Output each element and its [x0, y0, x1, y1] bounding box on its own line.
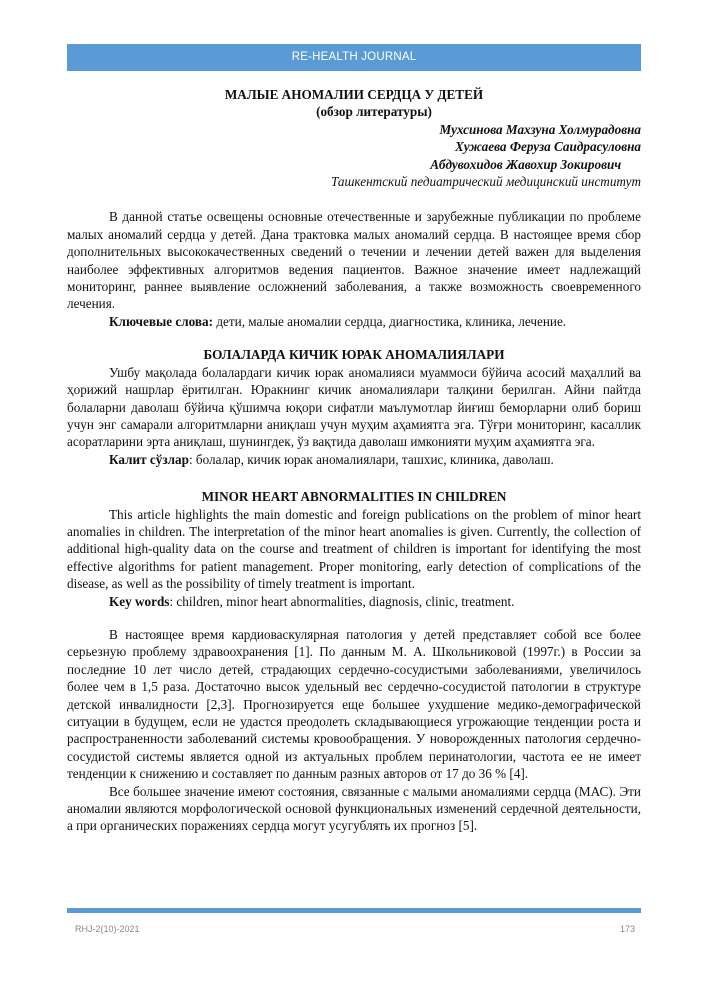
abstract-uz-text: Ушбу мақолада болалардаги кичик юрак аномалияси муаммоси бўйича асосий маҳаллий ва ҳорижий нашрлар ёритилган. Юракнинг кичик аномалиялари талқини берилган. Айни пайтда болаларни даволаш бўйича қўшимча юқори сифатли маълумотлар йиғиш беморларни олиб бориш учун энг самарали алгоритмларни аниқлаш учун муҳим аҳамиятга эга. Тўғри мониторинг, касаллик асоратларини эрта аниқлаш, шунингдек, ўз вақтида даволаш имконияти муҳим аҳамиятга эга.	[67, 364, 641, 450]
keywords-text: : болалар, кичик юрак аномалиялари, ташхис, клиника, даволаш.	[188, 451, 554, 467]
article-content	[67, 86, 641, 835]
article-title: МАЛЫЕ АНОМАЛИИ СЕРДЦА У ДЕТЕЙ	[224, 87, 484, 102]
abstract-en-text: This article highlights the main domestic and foreign publications on the problem of minor heart anomalies in children. The interpretation of the minor heart anomalies is given. Currently, the collection of additional high-quality data on the course and treatment of children is important for identifying the most effective algorithms for patient management. Proper monitoring, early detection of complications of the disease, as well as the possibility of timely treatment is important.	[67, 506, 641, 592]
keywords-label: Калит сўзлар	[109, 451, 189, 467]
abstract-uz-title: БОЛАЛАРДА КИЧИК ЮРАК АНОМАЛИЯЛАРИ	[203, 347, 505, 363]
keywords-label: Key words	[109, 593, 170, 609]
abstract-uz-keywords	[67, 451, 641, 468]
body-paragraph-2: Все большее значение имеют состояния, связанные с малыми аномалиями сердца (МАС). Эти аномалии являются морфологической основой функциональных изменений сердечной деятельности, а при органических поражениях сердца могут усугублять их прогноз [5].	[67, 783, 641, 834]
author-1: Мухсинова Махзуна Холмурадовна	[439, 121, 641, 137]
author-3: Абдувохидов Жавохир Зокирович	[430, 156, 622, 172]
journal-header-bar	[67, 44, 641, 71]
body-paragraph-1: В настоящее время кардиоваскулярная патология у детей представляет собой все более серьезную проблему здравоохранения [1]. По данным М. А. Школьниковой (1997г.) в России за последние 10 лет число детей, страдающих сердечно-сосудистыми заболеваниями, увеличилось более чем в 1,5 раза. Достаточно высок удельный вес сердечно-сосудистой патологии в структуре детской инвалидности [2,3]. Прогнозируется еще большее ухудшение медико-демографической ситуации в будущем, если не удастся преодолеть складывающиеся угрожающие тенденции роста и распространенности заболеваний системы кровообращения. У новорожденных патология сердечно-сосудистой системы является одной из актуальных проблем перинатологии, частота ее не имеет тенденции к снижению и составляет по данным разных авторов от 17 до 36 % [4].	[67, 626, 641, 782]
article-subtitle: (обзор литературы)	[316, 104, 432, 120]
keywords-label: Ключевые слова:	[109, 313, 214, 329]
keywords-text: дети, малые аномалии сердца, диагностика, клиника, лечение.	[213, 313, 567, 329]
abstract-ru-keywords	[67, 313, 641, 330]
abstract-ru-text: В данной статье освещены основные отечественные и зарубежные публикации по проблеме малых аномалий сердца у детей. Дана трактовка малых аномалий сердца. В настоящее время сбор дополнительных высококачественных сведений о течении и лечении детей важен для выделения наиболее эффективных алгоритмов ведения пациентов. Важное значение имеет надлежащий мониторинг, раннее выявление осложнений заболевания, а также возможность своевременного лечения.	[67, 209, 641, 312]
journal-name: RE-HEALTH JOURNAL	[291, 51, 417, 63]
author-2: Хужаева Феруза Саидрасуловна	[454, 139, 641, 155]
keywords-text: : children, minor heart abnormalities, diagnosis, clinic, treatment.	[169, 593, 515, 609]
institution: Ташкентский педиатрический медицинский институт	[331, 174, 641, 190]
footer-issue: RHJ-2(10)-2021	[75, 924, 140, 934]
abstract-en-keywords	[67, 593, 641, 610]
footer-rule	[67, 908, 641, 913]
footer-page-number: 173	[619, 924, 635, 934]
abstract-en-title: MINOR HEART ABNORMALITIES IN CHILDREN	[201, 489, 507, 505]
